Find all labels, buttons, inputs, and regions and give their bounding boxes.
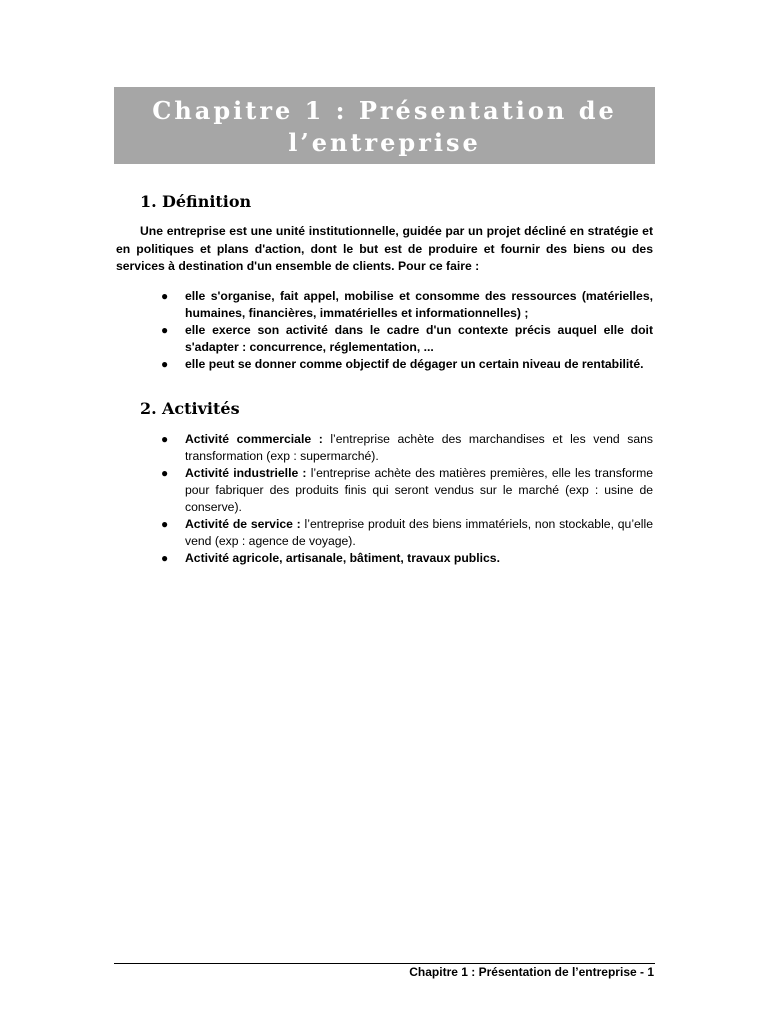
section-title: Activités (162, 399, 240, 418)
list-item (0, 550, 653, 567)
list-item-text: l’entreprise achète des matières premières, elle les transforme pour fabriquer des produits finis qui seront vendus sur le marché (exp : usine de conserve). (185, 466, 654, 514)
list-item-text: elle peut se donner comme objectif de dégager un certain niveau de rentabilité. (185, 357, 644, 371)
list-item-text: l’entreprise produit des biens immatériels, non stockable, qu’elle vend (exp : agence de voyage). (185, 517, 653, 548)
bullet-icon: ● (161, 357, 169, 371)
definition-bullet-list (0, 288, 653, 373)
list-item-label: Activité industrielle : (185, 466, 307, 480)
activites-bullet-list (0, 431, 653, 567)
list-item-label: Activité commerciale : (185, 432, 323, 446)
list-item-label: Activité de service : (185, 517, 301, 531)
list-item (0, 516, 653, 550)
bullet-icon: ● (161, 432, 169, 446)
list-item (0, 431, 653, 465)
bullet-icon: ● (161, 517, 169, 531)
section-number: 2. (140, 399, 157, 418)
list-item (0, 465, 653, 516)
footer-divider (114, 963, 655, 964)
chapter-title-line-1: Chapitre 1 : Présentation de (152, 96, 617, 125)
list-item (0, 356, 653, 373)
bullet-icon: ● (161, 466, 169, 480)
section-heading-definition (140, 192, 251, 211)
bullet-icon: ● (161, 289, 169, 303)
section-number: 1. (140, 192, 157, 211)
definition-paragraph: Une entreprise est une unité institutionnelle, guidée par un projet décliné en stratégie et en politiques et plans d'action, dont le but est de produire et fournir des biens ou des services à destination d'un ensemble de clients. Pour ce faire : (116, 224, 653, 273)
list-item-text: l’entreprise achète des marchandises et les vend sans transformation (exp : supermarché). (185, 432, 653, 463)
bullet-icon: ● (161, 551, 169, 565)
list-item-text: elle exerce son activité dans le cadre d'un contexte précis auquel elle doit s'adapter : concurrence, réglementation, ... (185, 323, 653, 354)
bullet-icon: ● (161, 323, 169, 337)
list-item-label: Activité agricole, artisanale, bâtiment, travaux publics. (185, 551, 500, 565)
section-heading-activites (140, 399, 240, 418)
list-item (0, 322, 653, 356)
chapter-title-banner (114, 87, 655, 164)
list-item (0, 288, 653, 322)
list-item-text: elle s'organise, fait appel, mobilise et consomme des ressources (matérielles, humaines, financières, immatérielles et informationnelles) ; (185, 289, 653, 320)
page-footer: Chapitre 1 : Présentation de l’entreprise - 1 (409, 965, 654, 979)
chapter-title-line-2: l’entreprise (288, 128, 481, 157)
section-title: Définition (162, 192, 252, 211)
